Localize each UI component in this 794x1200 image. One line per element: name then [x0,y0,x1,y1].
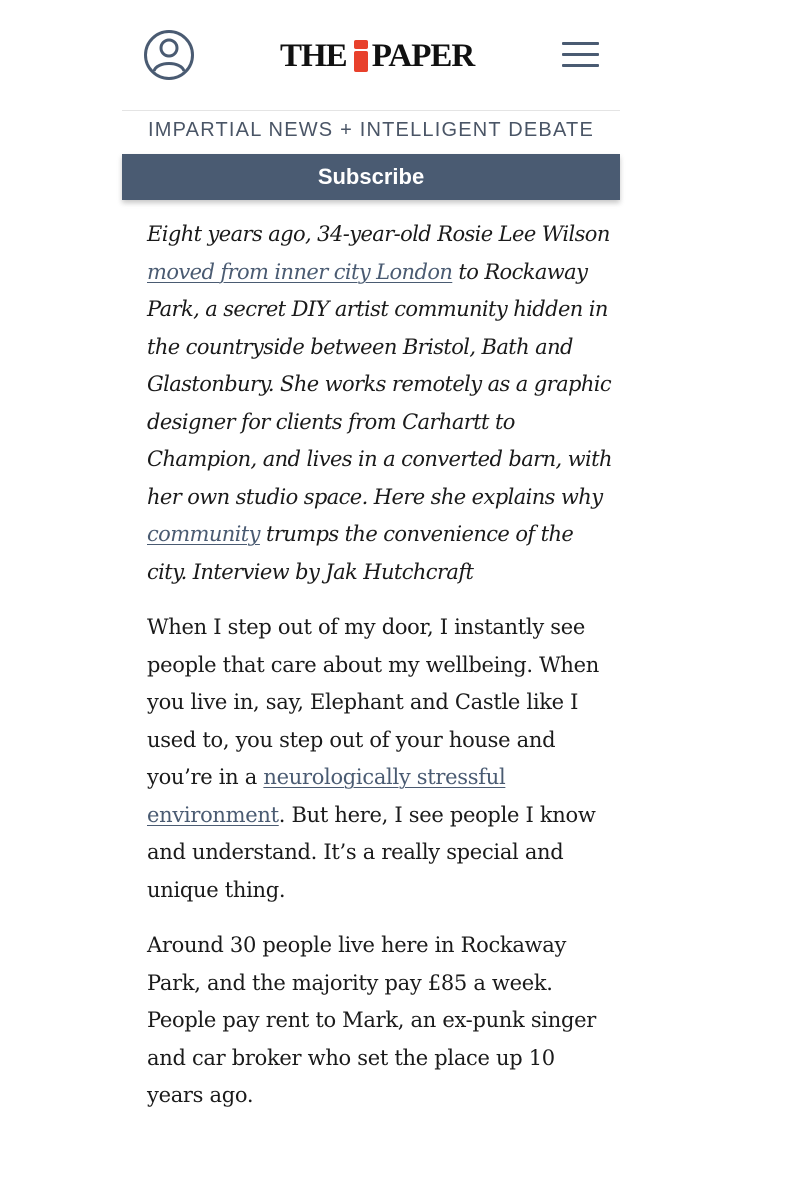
article-paragraph-1 [147,609,617,909]
standfirst-text-2: to Rockaway Park, a secret DIY artist community hidden in the countryside between Bristol, Bath and Glastonbury. She works remotely as a graphic designer for clients from Carhartt to Champion, and lives in a converted barn, with her own studio space. Here she explains why [147,259,612,509]
logo-text-the: THE [280,37,347,74]
subscribe-button[interactable]: Subscribe [122,154,620,200]
article-paragraph-2: Around 30 people live here in Rockaway Park, and the majority pay £85 a week. People pay rent to Mark, an ex-punk singer and car broker who set the place up 10 years ago. [147,933,596,1107]
logo-i-mark [353,40,369,72]
logo-text-paper: PAPER [371,37,475,74]
link-moved-from-london[interactable]: moved from inner city London [147,259,453,284]
paragraph-1-text-1: When I step out of my door, I instantly see people that care about my wellbeing. When you live in, say, Elephant and Castle like I used to, you step out of your house and you’re in a [147,615,599,789]
site-tagline: IMPARTIAL NEWS + INTELLIGENT DEBATE [148,119,594,141]
site-header [122,0,620,110]
header-divider [122,110,620,111]
standfirst-text-1: Eight years ago, 34-year-old Rosie Lee Wilson [147,222,610,246]
hamburger-menu-icon[interactable] [562,40,599,68]
link-neurologically-stressful[interactable]: neurologically stressful environment [147,765,506,827]
link-community[interactable]: community [147,522,260,546]
article-body [147,216,617,1115]
account-icon[interactable] [142,28,196,82]
article-standfirst [147,216,617,591]
paragraph-1-text-2: . But here, I see people I know and understand. It’s a really special and unique thing. [147,802,596,902]
standfirst-text-3: trumps the convenience of the city. Interview by Jak Hutchcraft [147,522,574,584]
site-logo[interactable] [280,38,474,74]
